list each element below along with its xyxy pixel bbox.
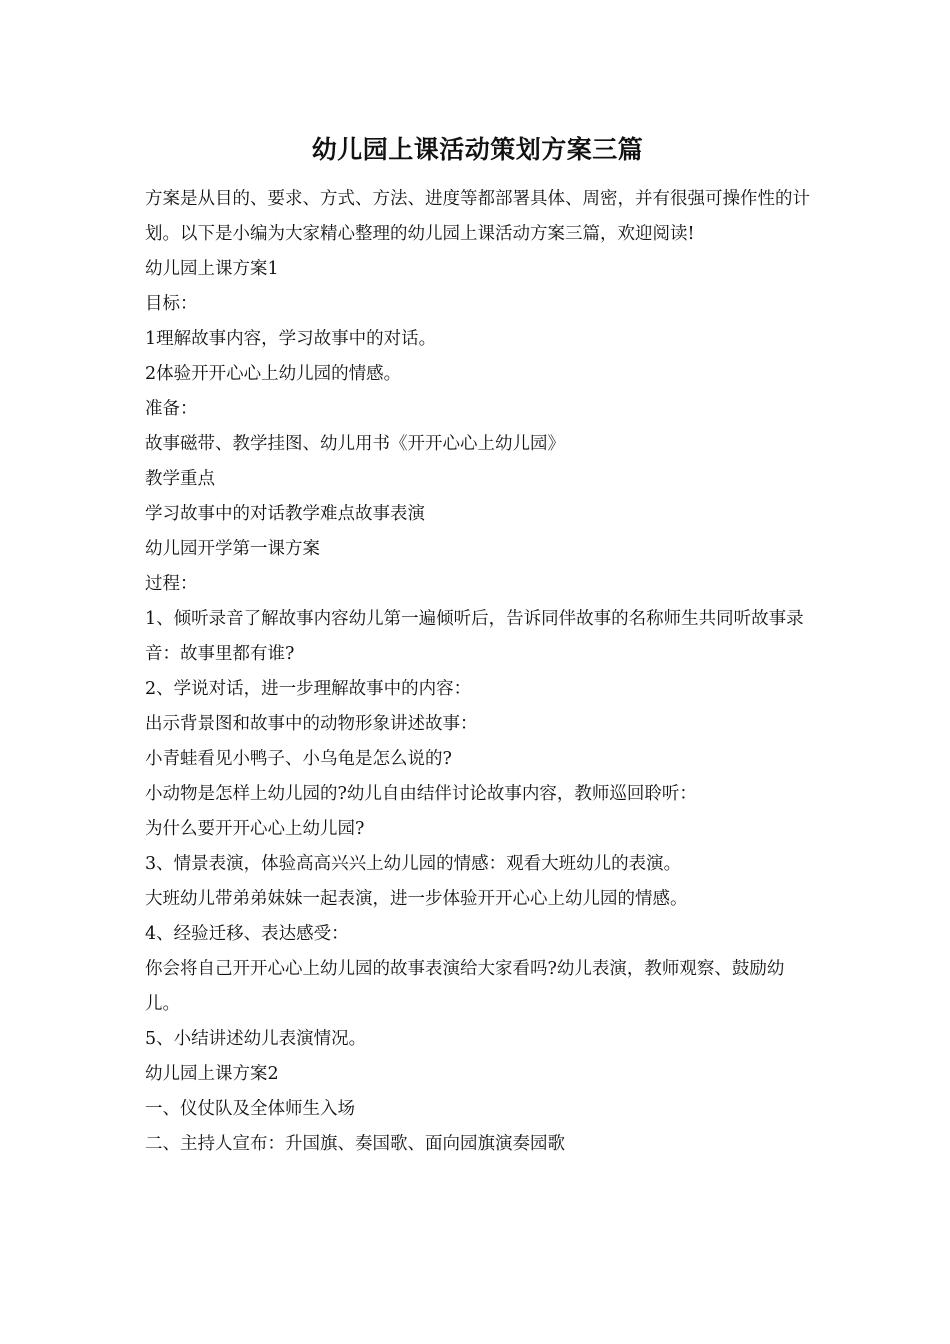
paragraph: 1理解故事内容，学习故事中的对话。 — [145, 329, 437, 349]
paragraph: 准备： — [145, 399, 198, 419]
paragraph: 小青蛙看见小鸭子、小乌龟是怎么说的? — [145, 749, 452, 769]
paragraph: 一、仪仗队及全体师生入场 — [145, 1099, 355, 1119]
paragraph: 大班幼儿带弟弟妹妹一起表演，进一步体验开开心心上幼儿园的情感。 — [145, 889, 688, 909]
paragraph: 过程： — [145, 574, 198, 594]
document-body — [145, 182, 810, 1162]
paragraph: 学习故事中的对话教学难点故事表演 — [145, 504, 425, 524]
paragraph: 为什么要开开心心上幼儿园? — [145, 819, 365, 839]
document-title: 幼儿园上课活动策划方案三篇 — [311, 135, 644, 164]
paragraph: 小动物是怎样上幼儿园的?幼儿自由结伴讨论故事内容，教师巡回聆听： — [145, 784, 697, 804]
paragraph: 方案是从目的、要求、方式、方法、进度等都部署具体、周密，并有很强可操作性的计划。以下是小编为大家精心整理的幼儿园上课活动方案三篇，欢迎阅读! — [145, 189, 810, 244]
paragraph: 你会将自己开开心心上幼儿园的故事表演给大家看吗?幼儿表演，教师观察、鼓励幼儿。 — [145, 959, 785, 1014]
paragraph: 幼儿园上课方案1 — [145, 259, 279, 279]
paragraph: 出示背景图和故事中的动物形象讲述故事： — [145, 714, 478, 734]
paragraph: 4、经验迁移、表达感受： — [145, 924, 349, 944]
paragraph: 1、倾听录音了解故事内容幼儿第一遍倾听后，告诉同伴故事的名称师生共同听故事录音：故事里都有谁? — [145, 609, 804, 664]
paragraph: 2体验开开心心上幼儿园的情感。 — [145, 364, 402, 384]
paragraph: 教学重点 — [145, 469, 215, 489]
paragraph: 3、情景表演，体验高高兴兴上幼儿园的情感：观看大班幼儿的表演。 — [145, 854, 682, 874]
paragraph: 故事磁带、教学挂图、幼儿用书《开开心心上幼儿园》 — [145, 434, 565, 454]
paragraph: 幼儿园开学第一课方案 — [145, 539, 320, 559]
paragraph: 二、主持人宣布：升国旗、奏国歌、面向园旗演奏园歌 — [145, 1134, 565, 1154]
paragraph: 5、小结讲述幼儿表演情况。 — [145, 1029, 367, 1049]
paragraph: 幼儿园上课方案2 — [145, 1064, 279, 1084]
paragraph: 2、学说对话，进一步理解故事中的内容： — [145, 679, 472, 699]
paragraph: 目标： — [145, 294, 198, 314]
